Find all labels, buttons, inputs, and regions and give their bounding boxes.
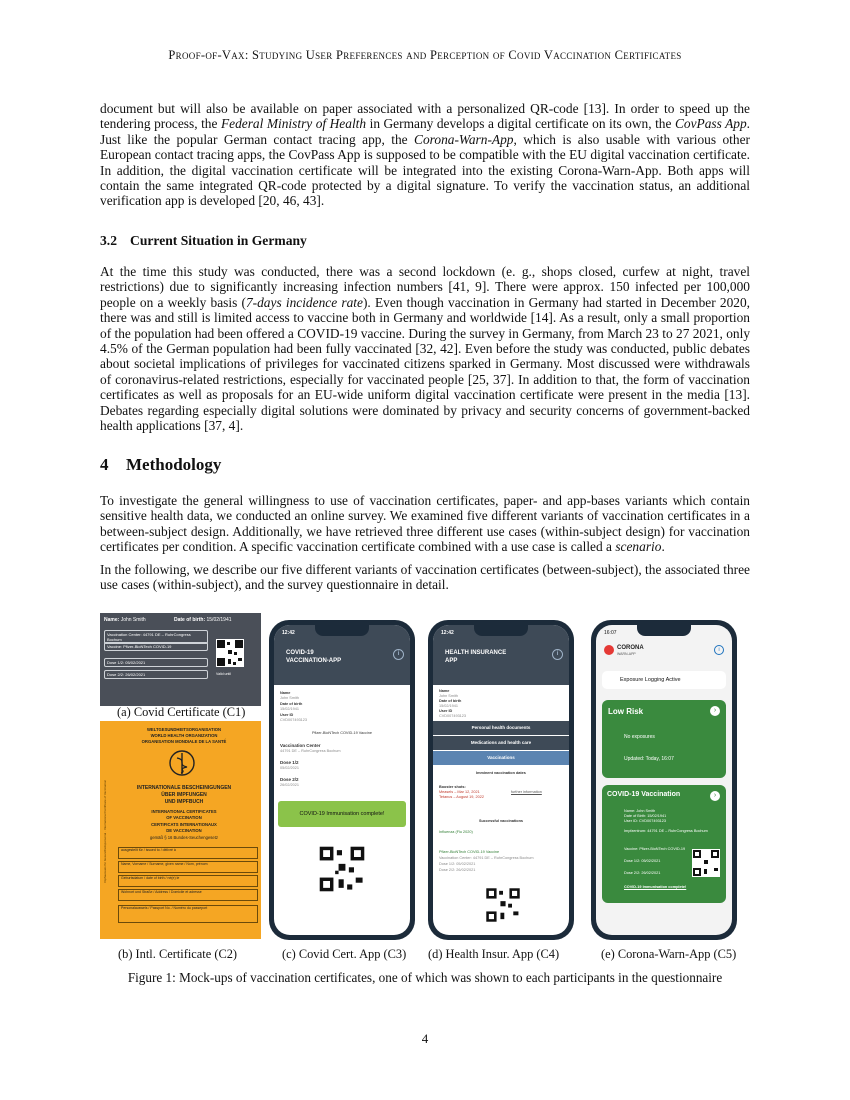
intro-paragraph: document but will also be available on paper associated with a personalized QR-code [13]. In order to speed up the tendering process, the Federal Ministry of Health in Germany develops a digital certificate on its own, the CovPass App. Just like the popular German contact tracing app, the Corona-Warn-App, which is also usable with various other European contact tracing apps, the CovPass App is supposed to be compatible with the EU digital vaccination certificate. In addition, the digital vaccination certificate will be integrated into the existing Corona-Warn-App. Both apps will contain the same integrated QR-code protected by a digital signature. To verify the vaccination status, an additional verification app is developed [20, 46, 43]. bbox=[100, 101, 751, 209]
qr-code-icon bbox=[485, 887, 521, 923]
chevron-right-icon[interactable]: › bbox=[710, 791, 720, 801]
phone-health-insurance-app: 12:42 HEALTH INSURANCE APP i Name John Smith Date of birth 15/02/1941 User ID CVD007493123 Personal health documents Medications and health care Vaccinations Imminent vaccination dates Booster shots: Measels – Mar 12, 2021 Tetanus – August 19, 2022 further information Successful vaccinations Influenza (Flu 2020) Pfizer-BioNTech COVID-19 Vaccine Vaccination Center: 44791 DE – RuhrCongress Bochum Dose 1/2: 05/02/2021 Dose 2/2: 26/02/2021 bbox=[428, 620, 574, 940]
section-4-paragraph-1: To investigate the general willingness to use of vaccination certificates, paper- and app-bases variants which contain sensitive health data, we conducted an online survey. We examined five different variants of vaccination certificates in a between-subject design. Additionally, we have retrieved three different use cases (within-subject design) for vaccination certificates per condition. A specific vaccination certificate combined with a use case is called a scenario. bbox=[100, 493, 750, 555]
section-4-paragraph-2: In the following, we describe our five different variants of vaccination certificates (between-subject), the associated three use cases (within-subject), and the survey questionnaire in detail. bbox=[100, 562, 750, 593]
info-icon[interactable]: i bbox=[393, 649, 404, 660]
phone-corona-warn-app: 16:07 CORONA WARN-APP i Exposure Logging Active Low Risk › No exposures Updated: Today, 16:07 COVID-19 Vaccination › Name: John Smith Date of Birth: 15/02/1941 User ID: CVD007493123 Impfzentrum: 44791 DE – RuhrCongress Bochum Vaccine: Pfizer-BioNTech COVID-19 Dose 1/2: 05/02/2021 Dose 2/2: 26/02/2021 COVID-19 Immunisation complete! bbox=[591, 620, 737, 940]
figure-caption: Figure 1: Mock-ups of vaccination certificates, one of which was shown to each participants in the questionnaire bbox=[127, 970, 723, 985]
section-4-heading: 4 Methodology bbox=[100, 455, 222, 474]
who-emblem-icon bbox=[167, 748, 197, 778]
menu-personal-documents[interactable]: Personal health documents bbox=[433, 721, 569, 735]
section-3-2-heading: 3.2 Current Situation in Germany bbox=[100, 233, 307, 248]
subcaption-e: (e) Corona-Warn-App (C5) bbox=[601, 947, 737, 961]
menu-vaccinations[interactable]: Vaccinations bbox=[433, 751, 569, 765]
qr-code-icon bbox=[216, 639, 244, 667]
phone-covid-cert-app: 12:42 COVID-19 VACCINATION-APP i Name John Smith Date of birth 15/02/1941 User ID CVD007493123 Pfizer-BioNTech COVID-19 Vaccine Vaccination Center 44791 DE – RuhrCongress Bochum Dose 1/2 05/02/2021 Dose 2/2 26/02/2021 COVID-19 Immunisation complete! bbox=[269, 620, 415, 940]
running-header: Proof-of-Vax: Studying User Preferences and Perception of Covid Vaccination Certificates bbox=[168, 48, 682, 62]
subcaption-c: (c) Covid Cert. App (C3) bbox=[282, 947, 407, 961]
section-3-2-paragraph: At the time this study was conducted, there was a second lockdown (e. g., shops closed, curfew at night, travel restrictions) due to significantly increasing infection numbers [41, 9]. There were approx. 150 infected per 100,000 people on a weekly basis (7-days incidence rate). Even though vaccination in Germany had started in December 2020, there was and still is limited access to vaccine both in Germany and worldwide [14]. As a result, only a small proportion of the population had been offered a COVID-19 vaccine. During the survey in Germany, from March 23 to 27 2021, only 4.5% of the German population had been fully vaccinated [32, 42]. Even before the study was conducted, public debates about societal implications of privileges for vaccinated citizens sparked in Germany. Most discussed were withdrawals of coronavirus-related restrictions, especially for vaccinated people [25, 37]. In addition to that, the form of vaccination certificates as well as proposals for an EU-wide uniform digital vaccination certificate were present in the media [13]. Debates regarding especially digital solutions were dominated by privacy and security concerns of government-backed health applications [37, 4]. bbox=[100, 264, 751, 434]
qr-code-icon bbox=[318, 845, 366, 893]
info-icon[interactable]: i bbox=[552, 649, 563, 660]
page-number: 4 bbox=[421, 1031, 429, 1046]
subcaption-d: (d) Health Insur. App (C4) bbox=[428, 947, 560, 961]
covid-vaccination-card[interactable]: COVID-19 Vaccination › Name: John Smith Date of Birth: 15/02/1941 User ID: CVD007493123 Impfzentrum: 44791 DE – RuhrCongress Bochum Vaccine: Pfizer-BioNTech COVID-19 Dose 1/2: 05/02/2021 Dose 2/2: 26/02/2021 COVID-19 Immunisation complete! bbox=[602, 785, 726, 903]
chevron-right-icon[interactable]: › bbox=[710, 706, 720, 716]
corona-warn-logo-icon bbox=[604, 645, 614, 655]
subcaption-a: (a) Covid Certificate (C1) bbox=[117, 705, 246, 719]
international-certificate: Impfausweis für Gesundheitspersonal · International Certificate of Vaccination WELTGESUNDHEITSORGANISATION WORLD HEALTH ORGANIZATION ORGANISATION MONDIALE DE LA SANTÉ INTERNATIONALE BESCHEINIGUNGEN ÜBER IMPFUNGEN UND IMPFBUCH INTERNATIONAL CERTIFICATES OF VACCINATION CERTIFICATS INTERNATIONAUX DE VACCINATION gemäß § 16 Bundes-Seuchengesetz ausgestellt für / issued to / délivré à Name, Vorname / Surname, given name / Nom, prénom Geburtsdatum / date of birth / né(e) le Wohnort und Straße / Address / Domicile et adresse Personalausweis / Passport No. / Numéro du passeport bbox=[100, 721, 261, 939]
exposure-logging-card[interactable]: Exposure Logging Active bbox=[602, 671, 726, 689]
qr-code-icon bbox=[692, 849, 720, 877]
subcaption-b: (b) Intl. Certificate (C2) bbox=[118, 947, 238, 961]
low-risk-card[interactable]: Low Risk › No exposures Updated: Today, 16:07 bbox=[602, 700, 726, 778]
menu-medications[interactable]: Medications and health care bbox=[433, 736, 569, 750]
info-icon[interactable]: i bbox=[714, 645, 724, 655]
figure-1 bbox=[100, 613, 750, 963]
immunisation-complete-banner: COVID-19 Immunisation complete! bbox=[278, 801, 406, 827]
covid-certificate-card: Name: John Smith Date of birth: 15/02/1941 Vaccination Center: 44791 DE – RuhrCongress Bochum Vaccine: Pfizer-BioNTech COVID-19 Dose 1/2: 05/02/2021 Dose 2/2: 26/02/2021 Valid until bbox=[100, 613, 261, 706]
